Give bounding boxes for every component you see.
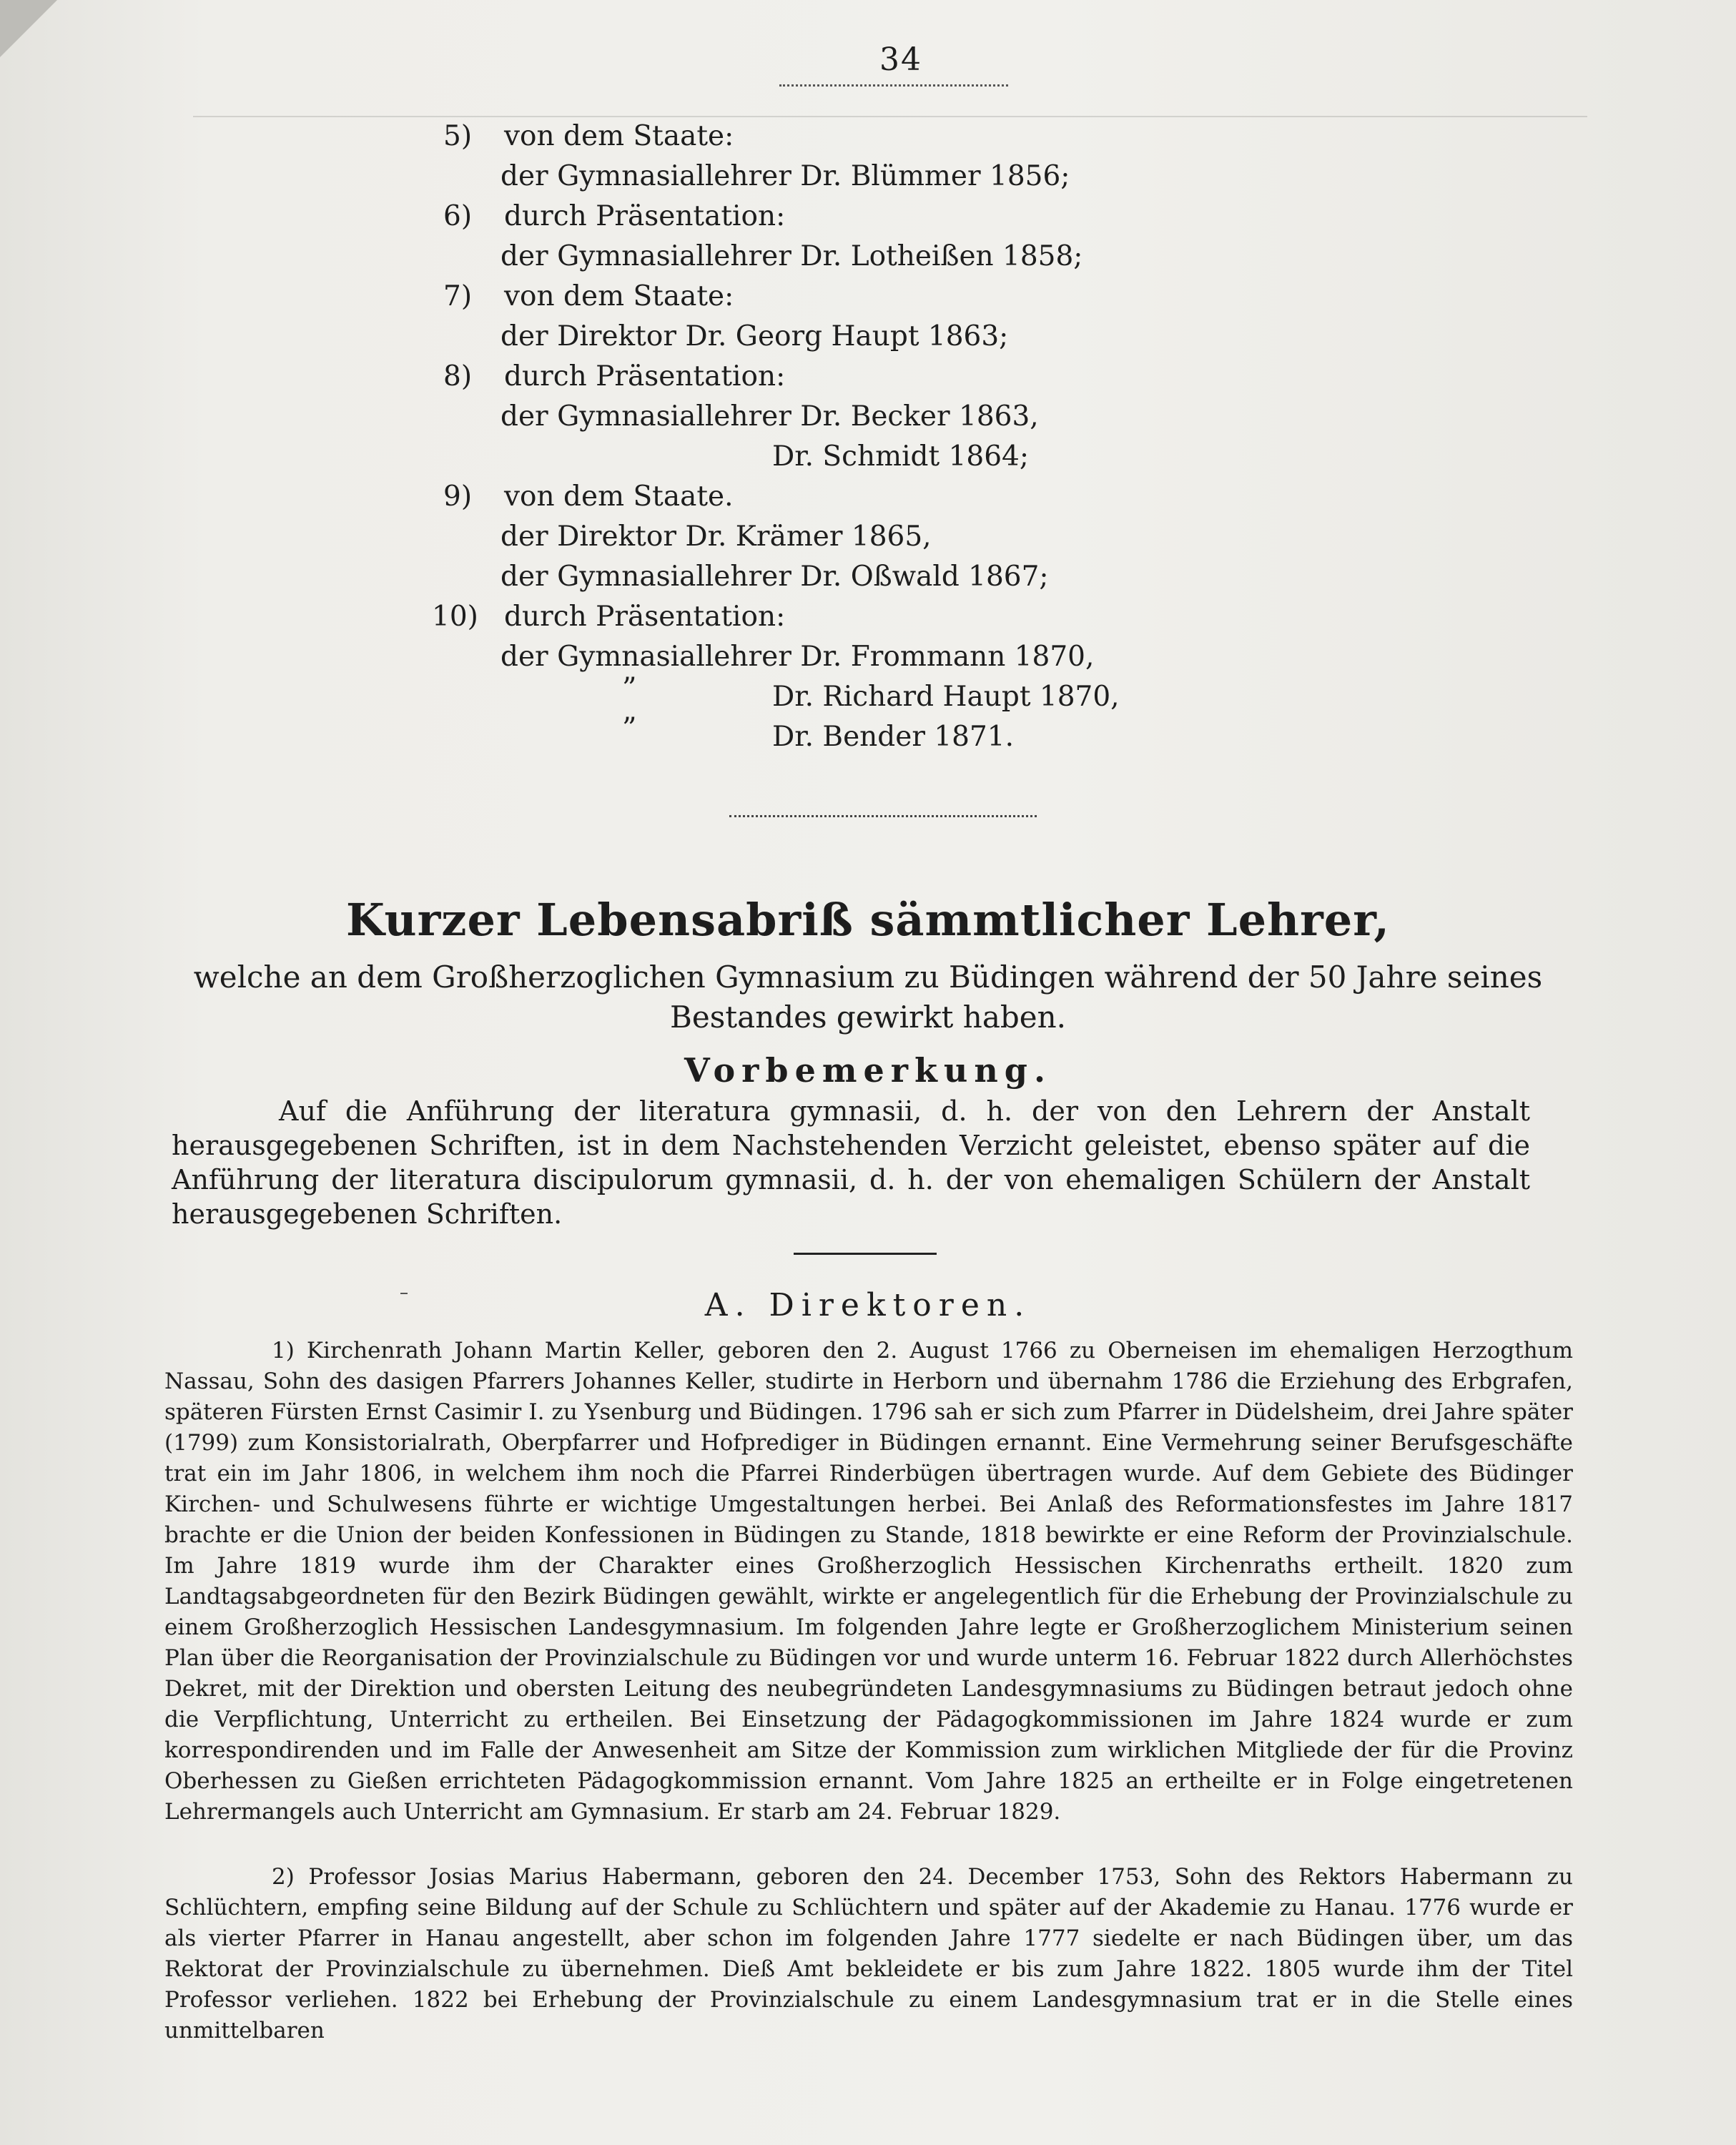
preface-paragraph xyxy=(172,1094,1530,1231)
section-heading: A. Direktoren. xyxy=(704,1287,1032,1323)
appointment-teacher: Dr. Richard Haupt 1870, xyxy=(772,681,1120,713)
page-corner-fold xyxy=(0,0,57,57)
biography-paragraph xyxy=(164,1862,1573,2046)
appointment-method: durch Präsentation: xyxy=(504,200,786,232)
appointment-teacher: der Gymnasiallehrer Dr. Becker 1863, xyxy=(500,400,1039,433)
preface-text: Auf die Anführung der literatura gymnasii, d. h. der von den Lehrern der Anstalt herausgegebenen Schriften, ist in dem Nachstehenden Verzicht geleistet, ebenso später auf die Anführung der literatura discipulorum gymnasii, d. h. der von ehemaligen Schülern der Anstalt herausgegebenen Schriften. xyxy=(172,1095,1530,1230)
appointment-teacher: der Gymnasiallehrer Dr. Blümmer 1856; xyxy=(500,160,1070,192)
appointment-method: von dem Staate: xyxy=(504,280,734,312)
biography-text: 2) Professor Josias Marius Habermann, geboren den 24. December 1753, Sohn des Rektors Habermann zu Schlüchtern, empfing seine Bildung auf der Schule zu Schlüchtern und später auf der Akademie zu Hanau. 1776 wurde er als vierter Pfarrer in Hanau angestellt, aber schon im folgenden Jahre 1777 siedelte er nach Büdingen über, um das Rektorat der Provinzialschule zu übernehmen. Dieß Amt bekleidete er bis zum Jahre 1822. 1805 wurde ihm der Titel Professor verliehen. 1822 bei Erhebung der Provinzialschule zu einem Landesgymnasium trat er in die Stelle eines unmittelbaren xyxy=(164,1864,1573,2043)
biography-text: 1) Kirchenrath Johann Martin Keller, geboren den 2. August 1766 zu Oberneisen im ehemaligen Herzogthum Nassau, Sohn des dasigen Pfarrers Johannes Keller, studirte in Herborn und übernahm 1786 die Erziehung des Erbgrafen, späteren Fürsten Ernst Casimir I. zu Ysenburg und Büdingen. 1796 sah er sich zum Pfarrer in Düdelsheim, drei Jahre später (1799) zum Konsistorialrath, Oberpfarrer und Hofprediger in Büdingen ernannt. Eine Vermehrung seiner Berufsgeschäfte trat ein im Jahr 1806, in welchem ihm noch die Pfarrei Rinderbügen übertragen wurde. Auf dem Gebiete des Büdinger Kirchen- und Schulwesens führte er wichtige Umgestaltungen herbei. Bei Anlaß des Reformationsfestes im Jahre 1817 brachte er die Union der beiden Konfessionen in Büdingen zu Stande, 1818 bewirkte er eine Reform der Provinzialschule. Im Jahre 1819 wurde ihm der Charakter eines Großherzoglich Hessischen Kirchenraths ertheilt. 1820 zum Landtagsabgeordneten für den Bezirk Büdingen gewählt, wirkte er angelegentlich für die Erhebung der Provinzialschule zu einem Großherzoglich Hessischen Landesgymnasium. Im folgenden Jahre legte er Großherzoglichem Ministerium seinen Plan über die Reorganisation der Provinzialschule zu Büdingen vor und wurde unterm 16. Februar 1822 durch Allerhöchstes Dekret, mit der Direktion und obersten Leitung des neubegründeten Landesgymnasiums zu Büdingen betraut jedoch ohne die Verpflichtung, Unterricht zu ertheilen. Bei Einsetzung der Pädagogkommissionen im Jahre 1824 wurde er zum korrespondirenden und im Falle der Anwesenheit am Sitze der Kommission zum wirklichen Mitgliede der für die Provinz Oberhessen zu Gießen errichteten Pädagogkommission ernannt. Vom Jahre 1825 an ertheilte er in Folge eingetretenen Lehrermangels auch Unterricht am Gymnasium. Er starb am 24. Februar 1829. xyxy=(164,1338,1573,1825)
separator-rule xyxy=(729,815,1037,817)
appointment-teacher: Dr. Schmidt 1864; xyxy=(772,440,1029,473)
appointment-teacher: der Direktor Dr. Georg Haupt 1863; xyxy=(500,320,1009,352)
separator-rule xyxy=(794,1253,937,1255)
appointment-method: von dem Staate: xyxy=(504,120,734,152)
appointment-number: 9) xyxy=(443,480,473,513)
appointment-teacher: der Gymnasiallehrer Dr. Oßwald 1867; xyxy=(500,561,1049,593)
biography-paragraph xyxy=(164,1336,1573,1828)
appointment-method: durch Präsentation: xyxy=(504,601,786,633)
appointment-number: 7) xyxy=(443,280,473,312)
preface-heading: Vorbemerkung. xyxy=(684,1051,1052,1090)
appointment-number: 6) xyxy=(443,200,473,232)
appointment-method: durch Präsentation: xyxy=(504,360,786,393)
subtitle-line: welche an dem Großherzoglichen Gymnasium zu Büdingen während der 50 Jahre seines xyxy=(193,960,1543,995)
appointment-number: 8) xyxy=(443,360,473,393)
page-number: 34 xyxy=(879,41,922,78)
appointment-number: 10) xyxy=(432,601,478,633)
ditto-mark: ” xyxy=(622,712,637,745)
subtitle-line: Bestandes gewirkt haben. xyxy=(670,1000,1066,1035)
page-title: Kurzer Lebensabriß sämmtlicher Lehrer, xyxy=(346,894,1390,946)
appointment-teacher: der Gymnasiallehrer Dr. Frommann 1870, xyxy=(500,641,1095,673)
appointment-number: 5) xyxy=(443,120,473,152)
appointment-method: von dem Staate. xyxy=(504,480,734,513)
appointment-teacher: Dr. Bender 1871. xyxy=(772,721,1015,753)
bleed-through-rule xyxy=(193,116,1587,117)
page-number-rule xyxy=(779,84,1008,87)
appointment-teacher: der Gymnasiallehrer Dr. Lotheißen 1858; xyxy=(500,240,1083,272)
ditto-mark: ” xyxy=(622,672,637,705)
appointment-teacher: der Direktor Dr. Krämer 1865, xyxy=(500,521,932,553)
